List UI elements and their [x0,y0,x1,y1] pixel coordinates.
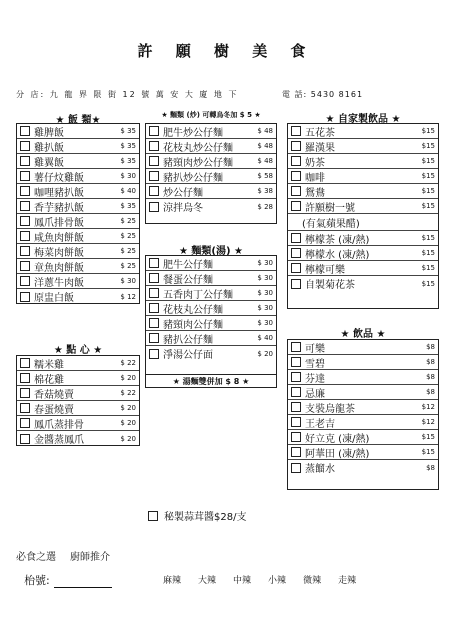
chef-recommend-label: 廚師推介 [70,552,110,563]
spice-option[interactable]: 小辣 [268,576,287,586]
item-name: 鳳爪排骨飯 [34,217,84,229]
soup-noodles-footer: ★ 湯麵雙併加 $ 8 ★ [145,375,277,388]
checkbox[interactable] [149,171,159,181]
item-name: 羅漢果 [305,142,335,154]
checkbox[interactable] [149,258,159,268]
item-price: $ 40 [257,334,273,342]
item-name: 檸檬水 (凍/熱) [305,249,370,261]
checkbox[interactable] [291,233,301,243]
item-name: 原盅白飯 [34,293,74,304]
menu-item[interactable] [17,184,139,199]
item-name: 咖啡 [305,172,325,184]
checkbox[interactable] [291,201,301,211]
checkbox[interactable] [149,141,159,151]
menu-item[interactable] [288,199,438,214]
item-price: $ 48 [257,157,273,165]
item-name: 自製菊花茶 [305,280,355,291]
menu-item[interactable] [17,356,139,371]
checkbox[interactable] [291,156,301,166]
item-name: 豬頸肉炒公仔麵 [163,157,233,169]
checkbox[interactable] [149,156,159,166]
item-price: $15 [421,187,435,195]
item-price: $ 30 [257,289,273,297]
item-name: 餐蛋公仔麵 [163,274,213,286]
item-price: $ 48 [257,142,273,150]
page-title: 許 願 樹 美 食 [137,42,315,60]
item-price: $ 25 [120,262,136,270]
checkbox[interactable] [149,186,159,196]
item-name: 花枝丸公仔麵 [163,304,223,316]
checkbox[interactable] [291,432,301,442]
item-name: 忌廉 [305,388,325,400]
item-name: 豬扒炒公仔麵 [163,172,223,184]
item-name: 豬扒公仔麵 [163,334,213,346]
soup-noodles-section [145,255,277,375]
item-name: 許願樹一號 [305,202,355,214]
menu-item[interactable] [17,139,139,154]
menu-item[interactable] [288,246,438,261]
item-price: $15 [421,279,435,288]
item-price: $ 35 [120,202,136,210]
checkbox[interactable] [291,417,301,427]
checkbox[interactable] [20,388,30,398]
menu-item[interactable] [17,199,139,214]
item-price: $15 [421,249,435,257]
checkbox[interactable] [148,511,158,521]
item-name: 炒公仔麵 [163,187,203,199]
item-price: $ 38 [257,187,273,195]
spice-option[interactable]: 微辣 [303,576,322,586]
menu-item[interactable] [146,346,276,361]
homemade-drinks-section [287,123,439,309]
item-name: 好立克 (凍/熱) [305,433,370,445]
checkbox[interactable] [149,333,159,343]
item-price: $15 [421,433,435,441]
phone-number: 電 話: 5430 8161 [282,90,364,99]
checkbox[interactable] [291,171,301,181]
item-name: 香菇燒賣 [34,389,74,401]
checkbox[interactable] [149,273,159,283]
rice-header: ★ 飯 類★ [55,115,101,126]
checkbox[interactable] [149,349,159,359]
item-price: $ 20 [120,434,136,443]
checkbox[interactable] [20,403,30,413]
item-name: 雪碧 [305,358,325,370]
item-price: $ 35 [120,142,136,150]
menu-item[interactable] [288,214,438,231]
item-price: $ 30 [120,277,136,285]
item-price: $ 22 [120,359,136,367]
menu-item[interactable] [17,169,139,184]
menu-item[interactable] [146,331,276,346]
checkbox[interactable] [20,156,30,166]
checkbox[interactable] [291,248,301,258]
item-price: $ 25 [120,247,136,255]
spice-option[interactable]: 麻辣 [163,576,182,586]
menu-item[interactable] [288,261,438,276]
checkbox[interactable] [291,279,301,289]
spice-levels [163,573,356,586]
item-name: 雞脾飯 [34,127,64,139]
item-name: 咸魚肉餅飯 [34,232,84,244]
item-name: 奶茶 [305,157,325,169]
menu-item[interactable] [146,169,276,184]
item-price: $ 58 [257,172,273,180]
item-price: $ 30 [120,172,136,180]
address: 分 店: 九 龍 界 限 街 12 號 萬 安 大 廈 地 下 [16,90,239,99]
item-price: $8 [426,373,435,381]
menu-item[interactable] [288,139,438,154]
menu-item[interactable] [288,184,438,199]
checkbox[interactable] [20,434,30,444]
menu-item[interactable] [288,400,438,415]
item-name: 肥牛公仔麵 [163,259,213,271]
checkbox[interactable] [291,387,301,397]
menu-item[interactable] [146,154,276,169]
item-price: $ 20 [257,349,273,358]
spice-option[interactable]: 走辣 [338,576,357,586]
menu-item[interactable] [17,214,139,229]
must-try-label: 必食之選 [16,552,56,563]
menu-item[interactable] [288,370,438,385]
item-price: $ 48 [257,127,273,135]
item-price: $ 35 [120,157,136,165]
menu-item[interactable] [288,169,438,184]
fried-noodles-header: ★ 麵類 (炒) 可轉烏冬加 $ 5 ★ [161,111,261,119]
table-number-field[interactable] [54,587,112,588]
menu-item[interactable] [288,460,438,475]
item-price: $ 40 [120,187,136,195]
checkbox[interactable] [20,201,30,211]
item-name: 鴛鴦 [305,187,325,199]
chef-recommendation [16,548,124,563]
menu-item[interactable] [17,371,139,386]
checkbox[interactable] [291,141,301,151]
item-price: $ 35 [120,127,136,135]
item-price: $ 12 [120,292,136,301]
item-name: 芬達 [305,373,325,385]
item-price: $12 [421,418,435,426]
menu-item[interactable] [288,385,438,400]
item-price: $ 25 [120,232,136,240]
item-name: 糯米雞 [34,359,64,371]
item-name: 檸檬可樂 [305,264,345,276]
item-name: 檸檬茶 (凍/熱) [305,234,370,246]
menu-item[interactable] [146,316,276,331]
spice-option[interactable]: 大辣 [198,576,217,586]
checkbox[interactable] [20,292,30,302]
table-number [24,572,112,588]
item-name: 肥牛炒公仔麵 [163,127,223,139]
checkbox[interactable] [291,372,301,382]
item-price: $15 [421,448,435,456]
checkbox[interactable] [20,126,30,136]
item-name: (有氣蘋果醋) [302,218,360,230]
item-price: $ 20 [120,374,136,382]
item-price: $ 30 [257,304,273,312]
menu-item[interactable] [288,415,438,430]
checkbox[interactable] [149,126,159,136]
menu-item[interactable] [17,386,139,401]
menu-item[interactable] [146,124,276,139]
menu-item[interactable] [288,231,438,246]
item-price: $ 25 [120,217,136,225]
checkbox[interactable] [149,318,159,328]
checkbox[interactable] [20,276,30,286]
item-price: $12 [421,403,435,411]
menu-item[interactable] [288,276,438,291]
checkbox[interactable] [291,186,301,196]
item-name: 五香肉丁公仔麵 [163,289,233,301]
checkbox[interactable] [20,141,30,151]
menu-item[interactable] [146,256,276,271]
homemade-drinks-header: ★ 自家製飲品 ★ [325,114,401,125]
menu-item[interactable] [146,286,276,301]
item-price: $15 [421,234,435,242]
menu-item[interactable] [17,259,139,274]
checkbox[interactable] [291,402,301,412]
drinks-section [287,339,439,490]
item-name: 可樂 [305,343,325,355]
item-name: 梅菜肉餅飯 [34,247,84,259]
menu-item[interactable] [288,124,438,139]
item-name: 蒸餾水 [305,464,335,475]
checkbox[interactable] [149,288,159,298]
item-price: $8 [426,388,435,396]
item-price: $8 [426,343,435,351]
item-name: 淨湯公仔面 [163,350,213,361]
menu-item[interactable] [17,154,139,169]
item-name: 春蛋燒賣 [34,404,74,416]
item-price: $15 [421,202,435,210]
item-price: $8 [426,463,435,472]
checkbox[interactable] [20,231,30,241]
menu-item[interactable] [17,431,139,446]
checkbox[interactable] [20,186,30,196]
item-price: $8 [426,358,435,366]
item-name: 阿華田 (凍/熱) [305,448,370,460]
item-name: 涼拌烏冬 [163,203,203,214]
menu-item[interactable] [17,244,139,259]
menu-item[interactable] [146,199,276,214]
checkbox[interactable] [20,246,30,256]
checkbox[interactable] [149,202,159,212]
checkbox[interactable] [20,358,30,368]
item-name: 薯仔炆雞飯 [34,172,84,184]
item-name: 洋蔥牛肉飯 [34,277,84,289]
item-name: 鳳爪蒸排骨 [34,419,84,431]
menu-item[interactable] [288,355,438,370]
item-name: 五花茶 [305,127,335,139]
item-price: $ 30 [257,259,273,267]
checkbox[interactable] [20,373,30,383]
checkbox[interactable] [20,261,30,271]
checkbox[interactable] [149,303,159,313]
menu-item[interactable] [17,274,139,289]
item-price: $ 28 [257,202,273,211]
item-name: 支裝烏龍茶 [305,403,355,415]
item-name: 棉花雞 [34,374,64,386]
menu-item[interactable] [288,430,438,445]
menu-item[interactable] [17,289,139,304]
checkbox[interactable] [20,171,30,181]
fried-noodles-section [145,123,277,224]
item-price: $15 [421,127,435,135]
item-name: 豬頸肉公仔麵 [163,319,223,331]
item-price: $15 [421,264,435,272]
menu-item[interactable] [146,301,276,316]
checkbox[interactable] [291,357,301,367]
spice-option[interactable]: 中辣 [233,576,252,586]
checkbox[interactable] [291,447,301,457]
menu-item[interactable] [17,401,139,416]
item-price: $15 [421,157,435,165]
checkbox[interactable] [291,342,301,352]
item-name: 雞扒飯 [34,142,64,154]
item-price: $ 30 [257,319,273,327]
item-name: 金醬蒸鳳爪 [34,435,84,446]
snacks-header: ★ 點 心 ★ [53,345,103,356]
garlic-sauce-option[interactable] [148,508,246,523]
checkbox[interactable] [20,418,30,428]
item-price: $ 20 [120,404,136,412]
menu-item[interactable] [17,416,139,431]
garlic-sauce-label: 秘製蒜茸醬$28/支 [164,512,247,523]
drinks-header: ★ 飲品 ★ [340,329,386,340]
item-price: $ 22 [120,389,136,397]
menu-item[interactable] [17,229,139,244]
item-price: $ 30 [257,274,273,282]
item-price: $15 [421,142,435,150]
menu-item[interactable] [146,184,276,199]
item-name: 香芋豬扒飯 [34,202,84,214]
menu-item[interactable] [146,271,276,286]
item-name: 花枝丸炒公仔麵 [163,142,233,154]
item-name: 咖哩豬扒飯 [34,187,84,199]
item-name: 章魚肉餅飯 [34,262,84,274]
table-number-label: 枱號: [24,574,50,587]
rice-section [16,123,140,304]
checkbox[interactable] [291,263,301,273]
snacks-section [16,355,140,446]
menu-item[interactable] [17,124,139,139]
menu-item[interactable] [146,139,276,154]
menu-item[interactable] [288,445,438,460]
soup-noodles-header: ★ 麵類(湯) ★ [178,246,244,257]
menu-item[interactable] [288,154,438,169]
menu-item[interactable] [288,340,438,355]
checkbox[interactable] [291,126,301,136]
item-name: 雞翼飯 [34,157,64,169]
item-price: $15 [421,172,435,180]
checkbox[interactable] [20,216,30,226]
item-name: 王老吉 [305,418,335,430]
checkbox[interactable] [291,463,301,473]
item-price: $ 20 [120,419,136,427]
